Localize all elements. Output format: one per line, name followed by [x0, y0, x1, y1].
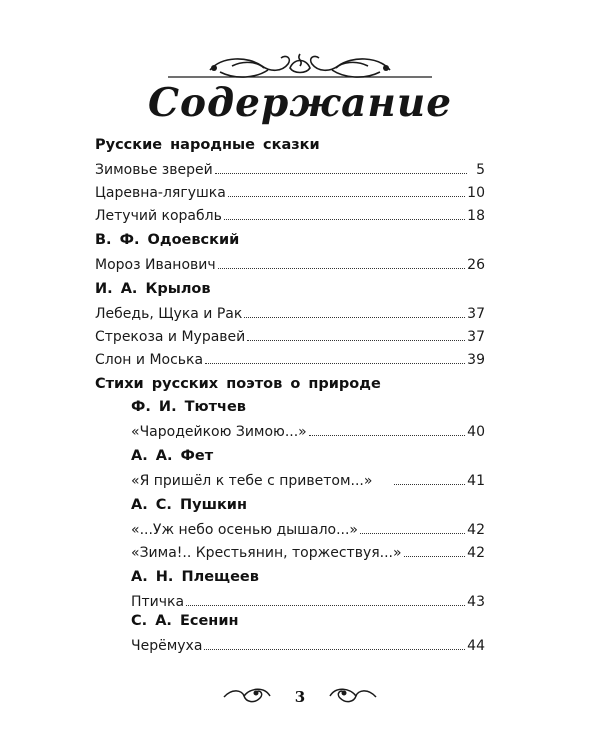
dot-leader: [404, 543, 466, 557]
subsection-heading-esenin: С. А. Есенин: [131, 613, 239, 629]
dot-leader: [205, 350, 465, 364]
toc-entry[interactable]: [95, 255, 485, 275]
toc-entry[interactable]: [95, 206, 485, 226]
dot-leader: [247, 327, 465, 341]
subsection-heading-fet: А. А. Фет: [131, 448, 214, 464]
toc-entry-title: «Зима!.. Крестьянин, торжествуя...»: [131, 545, 402, 561]
footer-right-flourish-icon: [326, 684, 378, 710]
toc-entry[interactable]: [95, 183, 485, 203]
dot-leader: [215, 160, 467, 174]
toc-entry-title: Лебедь, Щука и Рак: [95, 306, 243, 322]
toc-entry-page: 26: [467, 257, 485, 273]
toc-entry-page: 42: [467, 545, 485, 561]
toc-entry[interactable]: [131, 592, 485, 612]
toc-entry-page: 43: [467, 594, 485, 610]
dot-leader: [186, 592, 465, 606]
toc-entry-page: 44: [467, 638, 485, 654]
toc-entry[interactable]: [131, 636, 485, 656]
section-heading-folk-tales: Русские народные сказки: [95, 137, 320, 153]
toc-entry-title: Царевна-лягушка: [95, 185, 226, 201]
dot-leader: [244, 304, 465, 318]
toc-entry[interactable]: [131, 543, 485, 563]
toc-entry-page: 18: [467, 208, 485, 224]
toc-entry-page: 5: [476, 162, 485, 178]
dot-leader: [360, 520, 465, 534]
section-heading-krylov: И. А. Крылов: [95, 281, 211, 297]
subsection-heading-pleshcheev: А. Н. Плещеев: [131, 569, 259, 585]
section-heading-poems: Стихи русских поэтов о природе: [95, 376, 381, 392]
toc-entry-title: Зимовье зверей: [95, 162, 213, 178]
dot-leader: [309, 422, 465, 436]
toc-entry[interactable]: [95, 160, 485, 180]
page-title: Содержание: [147, 80, 453, 126]
toc-entry-page: 40: [467, 424, 485, 440]
dot-leader: [394, 471, 465, 485]
toc-entry-title: Мороз Иванович: [95, 257, 216, 273]
toc-entry-page: 41: [467, 473, 485, 489]
toc-entry-page: 39: [467, 352, 485, 368]
toc-entry-page: 42: [467, 522, 485, 538]
toc-entry-title: Слон и Моська: [95, 352, 204, 368]
subsection-heading-pushkin: А. С. Пушкин: [131, 497, 247, 513]
dot-leader: [224, 206, 465, 220]
toc-entry-title: Черёмуха: [131, 638, 203, 654]
toc-entry[interactable]: [131, 422, 485, 442]
dot-leader: [218, 255, 466, 269]
toc-entry-title: «Чародейкою Зимою...»: [131, 424, 307, 440]
toc-entry-title: Стрекоза и Муравей: [95, 329, 246, 345]
toc-entry[interactable]: [131, 520, 485, 540]
toc-entry[interactable]: [131, 471, 485, 491]
toc-entry[interactable]: [95, 304, 485, 324]
toc-entry[interactable]: [95, 327, 485, 347]
page-number: 3: [294, 688, 306, 706]
toc-entry-page: 37: [467, 306, 485, 322]
dot-leader: [204, 636, 465, 650]
toc-entry-title: Птичка: [131, 594, 185, 610]
subsection-heading-tyutchev: Ф. И. Тютчев: [131, 399, 246, 415]
toc-entry-title: Летучий корабль: [95, 208, 222, 224]
toc-entry-title: «...Уж небо осенью дышало...»: [131, 522, 358, 538]
toc-entry[interactable]: [95, 350, 485, 370]
dot-leader: [228, 183, 465, 197]
toc-entry-page: 37: [467, 329, 485, 345]
toc-entry-title: «Я пришёл к тебе с приветом...»: [131, 473, 373, 489]
section-heading-odoevsky: В. Ф. Одоевский: [95, 232, 240, 248]
toc-entry-page: 10: [467, 185, 485, 201]
